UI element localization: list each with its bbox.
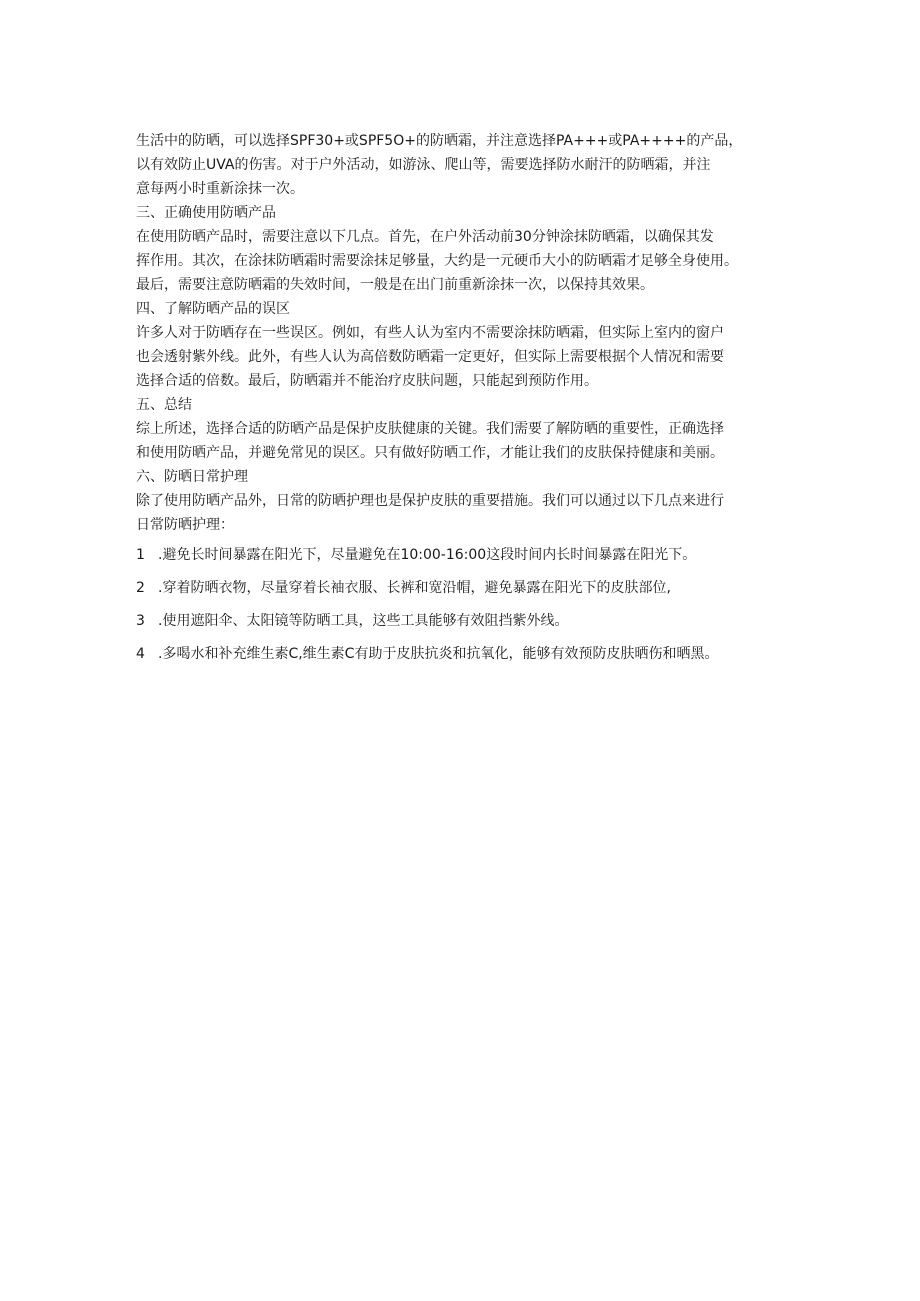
paragraph-line: 意每两小时重新涂抹一次。	[136, 181, 304, 197]
paragraph-line: 和使用防晒产品，并避免常见的误区。只有做好防晒工作，才能让我们的皮肤保持健康和美丽。	[136, 445, 724, 461]
paragraph-line: 综上所述，选择合适的防晒产品是保护皮肤健康的关键。我们需要了解防晒的重要性，正确选择	[136, 421, 724, 437]
section-heading-3: 三、正确使用防晒产品	[136, 205, 276, 221]
paragraph-line: 日常防晒护理：	[136, 517, 234, 533]
list-item	[136, 576, 796, 600]
section-heading-5: 五、总结	[136, 397, 192, 413]
list-number: 1	[136, 547, 145, 563]
paragraph-line: 生活中的防晒，可以选择SPF30+或SPF5O+的防晒霜，并注意选择PA+++或PA++++的产品，	[136, 133, 743, 149]
paragraph-line: 许多人对于防晒存在一些误区。例如，有些人认为室内不需要涂抹防晒霜，但实际上室内的窗户	[136, 325, 724, 341]
list-text: .避免长时间暴露在阳光下，尽量避免在10:00-16:00这段时间内长时间暴露在阳光下。	[158, 547, 697, 563]
paragraph-line: 最后，需要注意防晒霜的失效时间，一般是在出门前重新涂抹一次，以保持其效果。	[136, 277, 654, 293]
list-number: 3	[136, 613, 145, 629]
section-3-paragraph	[136, 225, 796, 297]
section-heading-6: 六、防晒日常护理	[136, 469, 248, 485]
intro-paragraph	[136, 129, 796, 201]
paragraph-line: 在使用防晒产品时，需要注意以下几点。首先，在户外活动前30分钟涂抹防晒霜，以确保其发	[136, 229, 714, 245]
section-5-paragraph	[136, 417, 796, 465]
list-text: .使用遮阳伞、太阳镜等防晒工具，这些工具能够有效阻挡紫外线。	[158, 613, 569, 629]
list-item	[136, 609, 796, 633]
list-text: .多喝水和补充维生素C,维生素C有助于皮肤抗炎和抗氧化，能够有效预防皮肤晒伤和晒黑。	[158, 646, 719, 662]
list-item	[136, 642, 796, 666]
section-heading-4: 四、了解防晒产品的误区	[136, 301, 290, 317]
list-text: .穿着防晒衣物，尽量穿着长袖衣服、长裤和宽沿帽，避免暴露在阳光下的皮肤部位,	[158, 580, 671, 596]
paragraph-line: 挥作用。其次，在涂抹防晒霜时需要涂抹足够量，大约是一元硬币大小的防晒霜才足够全身使用。	[136, 253, 738, 269]
list-number: 2	[136, 580, 145, 596]
section-6-paragraph	[136, 489, 796, 537]
section-4-paragraph	[136, 321, 796, 393]
paragraph-line: 也会透射紫外线。此外，有些人认为高倍数防晒霜一定更好，但实际上需要根据个人情况和需要	[136, 349, 724, 365]
document-body	[136, 129, 796, 675]
care-tips-list	[136, 543, 796, 666]
list-item	[136, 543, 796, 567]
paragraph-line: 除了使用防晒产品外，日常的防晒护理也是保护皮肤的重要措施。我们可以通过以下几点来进行	[136, 493, 724, 509]
paragraph-line: 以有效防止UVA的伤害。对于户外活动，如游泳、爬山等，需要选择防水耐汗的防晒霜，并注	[136, 157, 711, 173]
list-number: 4	[136, 646, 145, 662]
paragraph-line: 选择合适的倍数。最后，防晒霜并不能治疗皮肤问题，只能起到预防作用。	[136, 373, 598, 389]
